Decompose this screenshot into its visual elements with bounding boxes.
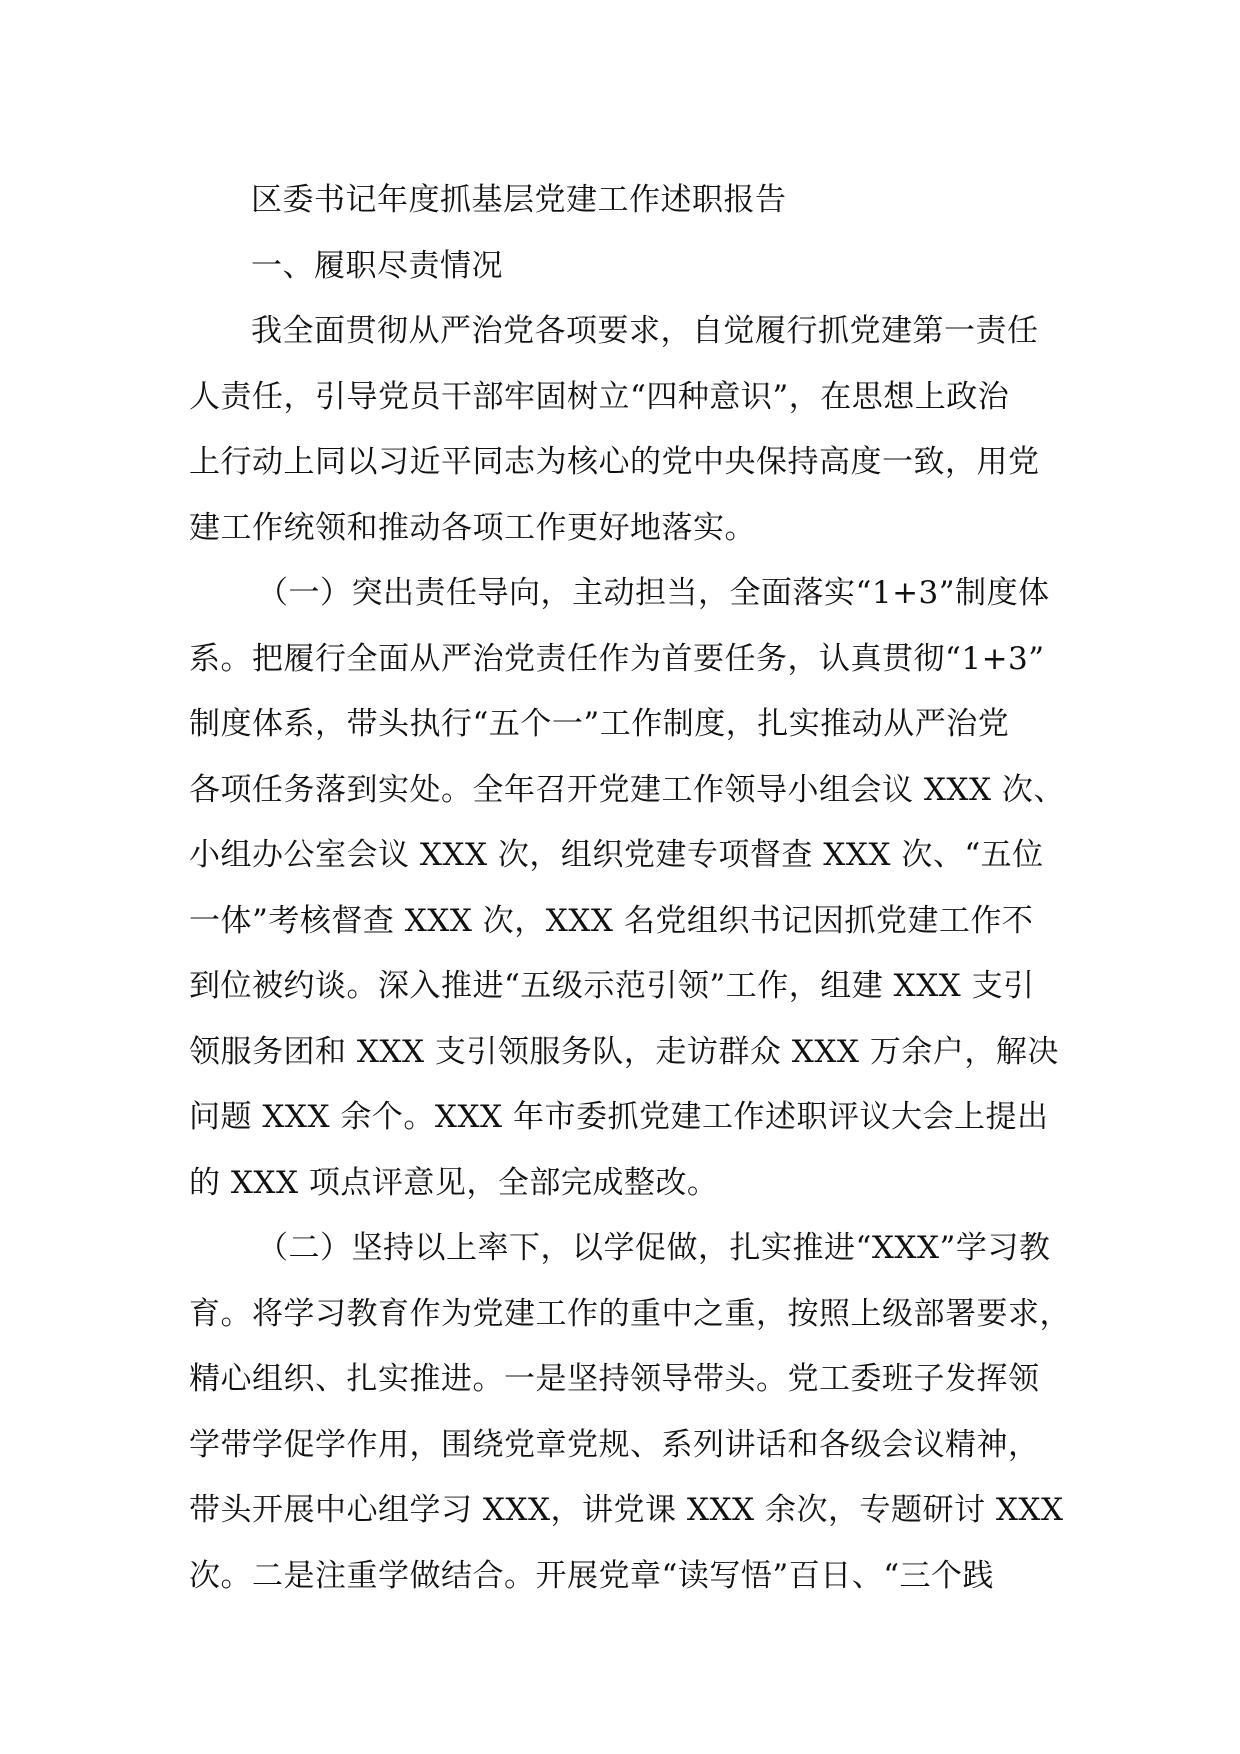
paragraph-line: 建工作统领和推动各项工作更好地落实。 [189,509,756,546]
paragraph-line: 制度体系，带头执行“五个一”工作制度，扎实推动从严治党 [189,706,1010,742]
document-title: 区委书记年度抓基层党建工作述职报告 [251,182,787,218]
subsection-heading-line: （一）突出责任导向，主动担当，全面落实“1+3”制度体 [257,575,1050,611]
paragraph-line: 次。二是注重学做结合。开展党章“读写悟”百日、“三个践 [189,1557,995,1594]
paragraph-line: 带头开展中心组学习 XXX，讲党课 XXX 余次，专题研讨 XXX [189,1492,1064,1528]
paragraph-line: 我全面贯彻从严治党各项要求，自觉履行抓党建第一责任 [251,313,1039,349]
paragraph-line: 人责任，引导党员干部牢固树立“四种意识”，在思想上政治 [189,378,1010,415]
subsection-heading-line: （二）坚持以上率下，以学促做，扎实推进“XXX”学习教 [257,1230,1051,1266]
document-body [189,168,1069,1609]
section-heading: 一、履职尽责情况 [251,247,503,284]
paragraph-line: 系。把履行全面从严治党责任作为首要任务，认真贯彻“1+3” [189,640,1045,677]
paragraph-line: 育。将学习教育作为党建工作的重中之重，按照上级部署要求， [189,1295,1071,1332]
paragraph-line: 精心组织、扎实推进。一是坚持领导带头。党工委班子发挥领 [189,1361,1040,1397]
paragraph-line: 的 XXX 项点评意见，全部完成整改。 [189,1164,719,1201]
paragraph-line: 上行动上同以习近平同志为核心的党中央保持高度一致，用党 [189,444,1040,480]
paragraph-line: 学带学促学作用，围绕党章党规、系列讲话和各级会议精神， [189,1426,1040,1463]
paragraph-line: 小组办公室会议 XXX 次，组织党建专项督查 XXX 次、“五位 [189,837,1044,873]
paragraph-line: 一体”考核督查 XXX 次，XXX 名党组织书记因抓党建工作不 [189,902,1034,939]
paragraph-line: 到位被约谈。深入推进“五级示范引领”工作，组建 XXX 支引 [189,968,1035,1004]
paragraph-line: 问题 XXX 余个。XXX 年市委抓党建工作述职评议大会上提出 [189,1099,1049,1135]
paragraph-line: 领服务团和 XXX 支引领服务队，走访群众 XXX 万余户，解决 [189,1033,1059,1070]
paragraph-line: 各项任务落到实处。全年召开党建工作领导小组会议 XXX 次、 [189,771,1065,808]
